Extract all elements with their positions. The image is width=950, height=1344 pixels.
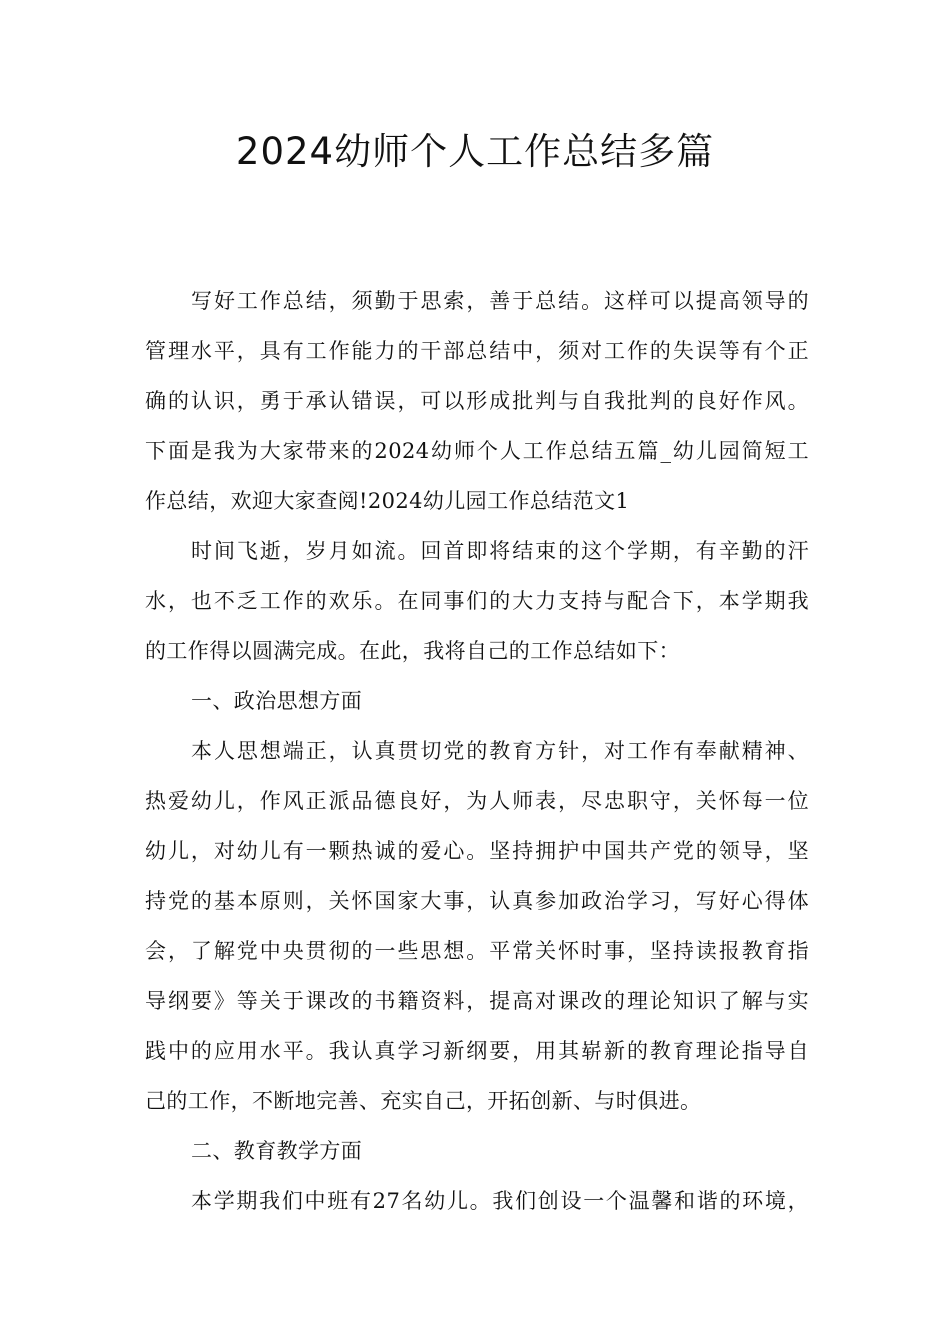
paragraph-line: 时间飞逝，岁月如流。回首即将结束的这个学期，有辛勤的汗 (191, 539, 809, 563)
section-heading: 二、教育教学方面 (191, 1139, 363, 1163)
paragraph-line: 热爱幼儿，作风正派品德良好，为人师表，尽忠职守，关怀每一位 (145, 789, 809, 813)
paragraph-line: 本学期我们中班有27名幼儿。我们创设一个温馨和谐的环境， (191, 1189, 809, 1213)
paragraph-line: 践中的应用水平。我认真学习新纲要，用其崭新的教育理论指导自 (145, 1039, 809, 1063)
paragraph-line: 的工作得以圆满完成。在此，我将自己的工作总结如下： (145, 639, 680, 663)
paragraph-line: 持党的基本原则，关怀国家大事，认真参加政治学习，写好心得体 (145, 889, 809, 913)
paragraph-line: 管理水平，具有工作能力的干部总结中，须对工作的失误等有个正 (145, 339, 809, 363)
section-heading: 一、政治思想方面 (191, 689, 363, 713)
paragraph-line: 写好工作总结，须勤于思索，善于总结。这样可以提高领导的 (191, 289, 809, 313)
paragraph-line: 作总结，欢迎大家查阅!2024幼儿园工作总结范文1 (145, 489, 630, 513)
paragraph-line: 幼儿，对幼儿有一颗热诚的爱心。坚持拥护中国共产党的领导，坚 (145, 839, 809, 863)
document-title: 2024幼师个人工作总结多篇 (235, 130, 715, 173)
paragraph-line: 水，也不乏工作的欢乐。在同事们的大力支持与配合下，本学期我 (145, 589, 809, 613)
paragraph-line: 己的工作，不断地完善、充实自己，开拓创新、与时俱进。 (145, 1089, 702, 1113)
document-body (145, 276, 809, 1226)
paragraph-line: 会，了解党中央贯彻的一些思想。平常关怀时事，坚持读报教育指 (145, 939, 809, 963)
paragraph-line: 导纲要》等关于课改的书籍资料，提高对课改的理论知识了解与实 (145, 989, 809, 1013)
paragraph-line: 本人思想端正，认真贯切党的教育方针，对工作有奉献精神、 (191, 739, 809, 763)
paragraph-line: 下面是我为大家带来的2024幼师个人工作总结五篇_幼儿园简短工 (145, 439, 809, 463)
paragraph-line: 确的认识，勇于承认错误，可以形成批判与自我批判的良好作风。 (145, 389, 809, 413)
